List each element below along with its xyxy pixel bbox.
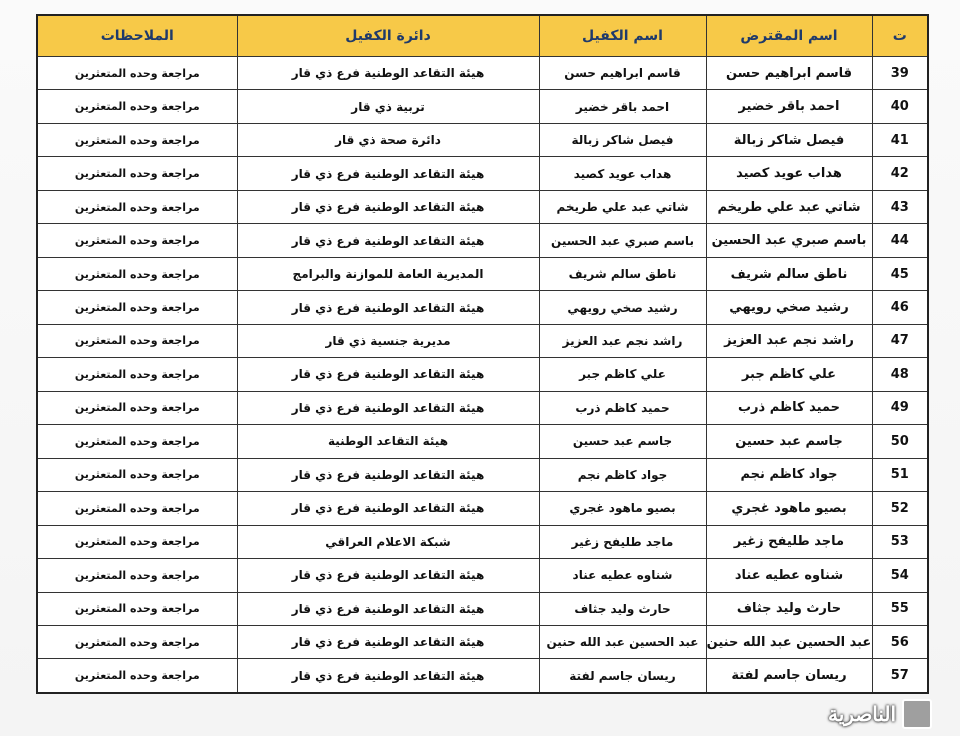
guarantor-department: مديرية جنسية ذي قار bbox=[237, 324, 539, 357]
defaulters-table bbox=[36, 14, 929, 694]
row-notes: مراجعة وحده المتعثرين bbox=[37, 592, 237, 625]
borrower-name: شاتي عبد علي طريخم bbox=[706, 190, 872, 223]
guarantor-name: جواد كاظم نجم bbox=[539, 458, 706, 491]
guarantor-department: هيئة التقاعد الوطنية bbox=[237, 425, 539, 458]
guarantor-name: حارث وليد جثاف bbox=[539, 592, 706, 625]
row-number: 52 bbox=[872, 492, 928, 525]
table-row bbox=[37, 492, 928, 525]
guarantor-name: شناوه عطيه عناد bbox=[539, 559, 706, 592]
table-row bbox=[37, 559, 928, 592]
guarantor-department: هيئة التقاعد الوطنية فرع ذي قار bbox=[237, 391, 539, 424]
row-number: 43 bbox=[872, 190, 928, 223]
table-row bbox=[37, 458, 928, 491]
guarantor-name: ماجد طليفح زغير bbox=[539, 525, 706, 558]
guarantor-department: هيئة التقاعد الوطنية فرع ذي قار bbox=[237, 559, 539, 592]
guarantor-name: قاسم ابراهيم حسن bbox=[539, 57, 706, 90]
row-number: 39 bbox=[872, 57, 928, 90]
row-number: 55 bbox=[872, 592, 928, 625]
guarantor-name: حميد كاظم ذرب bbox=[539, 391, 706, 424]
table-row bbox=[37, 391, 928, 424]
row-number: 53 bbox=[872, 525, 928, 558]
guarantor-name: باسم صبري عبد الحسين bbox=[539, 224, 706, 257]
table-row bbox=[37, 625, 928, 658]
row-number: 57 bbox=[872, 659, 928, 693]
borrower-name: قاسم ابراهيم حسن bbox=[706, 57, 872, 90]
guarantor-department: شبكة الاعلام العراقي bbox=[237, 525, 539, 558]
borrower-name: جاسم عبد حسين bbox=[706, 425, 872, 458]
guarantor-name: جاسم عبد حسين bbox=[539, 425, 706, 458]
row-notes: مراجعة وحده المتعثرين bbox=[37, 291, 237, 324]
row-notes: مراجعة وحده المتعثرين bbox=[37, 324, 237, 357]
header-guarantor: اسم الكفيل bbox=[539, 15, 706, 57]
row-number: 47 bbox=[872, 324, 928, 357]
row-notes: مراجعة وحده المتعثرين bbox=[37, 525, 237, 558]
guarantor-department: هيئة التقاعد الوطنية فرع ذي قار bbox=[237, 458, 539, 491]
borrower-name: رشيد صخي رويهي bbox=[706, 291, 872, 324]
header-num: ت bbox=[872, 15, 928, 57]
header-notes: الملاحظات bbox=[37, 15, 237, 57]
row-number: 41 bbox=[872, 123, 928, 156]
borrower-name: حميد كاظم ذرب bbox=[706, 391, 872, 424]
row-notes: مراجعة وحده المتعثرين bbox=[37, 625, 237, 658]
guarantor-department: هيئة التقاعد الوطنية فرع ذي قار bbox=[237, 224, 539, 257]
table-row bbox=[37, 659, 928, 693]
row-number: 45 bbox=[872, 257, 928, 290]
row-notes: مراجعة وحده المتعثرين bbox=[37, 659, 237, 693]
row-number: 42 bbox=[872, 157, 928, 190]
row-number: 56 bbox=[872, 625, 928, 658]
table-row bbox=[37, 592, 928, 625]
guarantor-name: فيصل شاكر زبالة bbox=[539, 123, 706, 156]
watermark-text: الناصرية bbox=[828, 702, 897, 726]
guarantor-department: دائرة صحة ذي قار bbox=[237, 123, 539, 156]
guarantor-name: شاتي عبد علي طريخم bbox=[539, 190, 706, 223]
guarantor-department: هيئة التقاعد الوطنية فرع ذي قار bbox=[237, 659, 539, 693]
table-row bbox=[37, 57, 928, 90]
guarantor-name: راشد نجم عبد العزيز bbox=[539, 324, 706, 357]
row-notes: مراجعة وحده المتعثرين bbox=[37, 123, 237, 156]
table-row bbox=[37, 123, 928, 156]
table-row bbox=[37, 224, 928, 257]
guarantor-department: هيئة التقاعد الوطنية فرع ذي قار bbox=[237, 358, 539, 391]
logo-emblem-icon bbox=[902, 699, 932, 729]
row-notes: مراجعة وحده المتعثرين bbox=[37, 57, 237, 90]
borrower-name: ناطق سالم شريف bbox=[706, 257, 872, 290]
guarantor-name: احمد باقر خضير bbox=[539, 90, 706, 123]
header-borrower: اسم المقترض bbox=[706, 15, 872, 57]
guarantor-name: علي كاظم جبر bbox=[539, 358, 706, 391]
table-row bbox=[37, 324, 928, 357]
guarantor-name: عبد الحسين عبد الله حنين bbox=[539, 625, 706, 658]
borrower-name: فيصل شاكر زبالة bbox=[706, 123, 872, 156]
row-notes: مراجعة وحده المتعثرين bbox=[37, 157, 237, 190]
table-row bbox=[37, 190, 928, 223]
row-number: 40 bbox=[872, 90, 928, 123]
row-notes: مراجعة وحده المتعثرين bbox=[37, 425, 237, 458]
row-number: 49 bbox=[872, 391, 928, 424]
borrower-name: عبد الحسين عبد الله حنين bbox=[706, 625, 872, 658]
row-number: 50 bbox=[872, 425, 928, 458]
row-notes: مراجعة وحده المتعثرين bbox=[37, 559, 237, 592]
row-notes: مراجعة وحده المتعثرين bbox=[37, 190, 237, 223]
guarantor-name: بصيو ماهود غجري bbox=[539, 492, 706, 525]
guarantor-department: هيئة التقاعد الوطنية فرع ذي قار bbox=[237, 625, 539, 658]
table-row bbox=[37, 90, 928, 123]
borrower-name: باسم صبري عبد الحسين bbox=[706, 224, 872, 257]
borrower-name: جواد كاظم نجم bbox=[706, 458, 872, 491]
row-number: 44 bbox=[872, 224, 928, 257]
borrower-name: علي كاظم جبر bbox=[706, 358, 872, 391]
table-row bbox=[37, 425, 928, 458]
borrower-name: شناوه عطيه عناد bbox=[706, 559, 872, 592]
borrower-name: راشد نجم عبد العزيز bbox=[706, 324, 872, 357]
guarantor-name: رشيد صخي رويهي bbox=[539, 291, 706, 324]
borrower-name: ماجد طليفح زغير bbox=[706, 525, 872, 558]
borrower-name: بصيو ماهود غجري bbox=[706, 492, 872, 525]
row-number: 46 bbox=[872, 291, 928, 324]
table-row bbox=[37, 257, 928, 290]
row-notes: مراجعة وحده المتعثرين bbox=[37, 90, 237, 123]
guarantor-department: هيئة التقاعد الوطنية فرع ذي قار bbox=[237, 291, 539, 324]
row-notes: مراجعة وحده المتعثرين bbox=[37, 358, 237, 391]
header-row bbox=[37, 15, 928, 57]
guarantor-department: هيئة التقاعد الوطنية فرع ذي قار bbox=[237, 492, 539, 525]
guarantor-name: هداب عويد كصيد bbox=[539, 157, 706, 190]
borrower-name: هداب عويد كصيد bbox=[706, 157, 872, 190]
guarantor-department: هيئة التقاعد الوطنية فرع ذي قار bbox=[237, 190, 539, 223]
row-number: 51 bbox=[872, 458, 928, 491]
row-notes: مراجعة وحده المتعثرين bbox=[37, 458, 237, 491]
guarantor-name: ناطق سالم شريف bbox=[539, 257, 706, 290]
watermark bbox=[828, 696, 952, 732]
guarantor-name: ريسان جاسم لفتة bbox=[539, 659, 706, 693]
row-notes: مراجعة وحده المتعثرين bbox=[37, 257, 237, 290]
guarantor-department: هيئة التقاعد الوطنية فرع ذي قار bbox=[237, 57, 539, 90]
borrower-name: احمد باقر خضير bbox=[706, 90, 872, 123]
row-number: 48 bbox=[872, 358, 928, 391]
guarantor-department: هيئة التقاعد الوطنية فرع ذي قار bbox=[237, 157, 539, 190]
row-notes: مراجعة وحده المتعثرين bbox=[37, 492, 237, 525]
borrower-name: حارث وليد جثاف bbox=[706, 592, 872, 625]
table-row bbox=[37, 358, 928, 391]
guarantor-department: المديرية العامة للموازنة والبرامج bbox=[237, 257, 539, 290]
row-number: 54 bbox=[872, 559, 928, 592]
table-header bbox=[37, 15, 928, 57]
borrower-name: ريسان جاسم لفتة bbox=[706, 659, 872, 693]
guarantor-department: هيئة التقاعد الوطنية فرع ذي قار bbox=[237, 592, 539, 625]
table-row bbox=[37, 157, 928, 190]
table-body bbox=[37, 57, 928, 694]
guarantor-department: تربية ذي قار bbox=[237, 90, 539, 123]
header-department: دائرة الكفيل bbox=[237, 15, 539, 57]
row-notes: مراجعة وحده المتعثرين bbox=[37, 391, 237, 424]
table-row bbox=[37, 291, 928, 324]
table-row bbox=[37, 525, 928, 558]
row-notes: مراجعة وحده المتعثرين bbox=[37, 224, 237, 257]
